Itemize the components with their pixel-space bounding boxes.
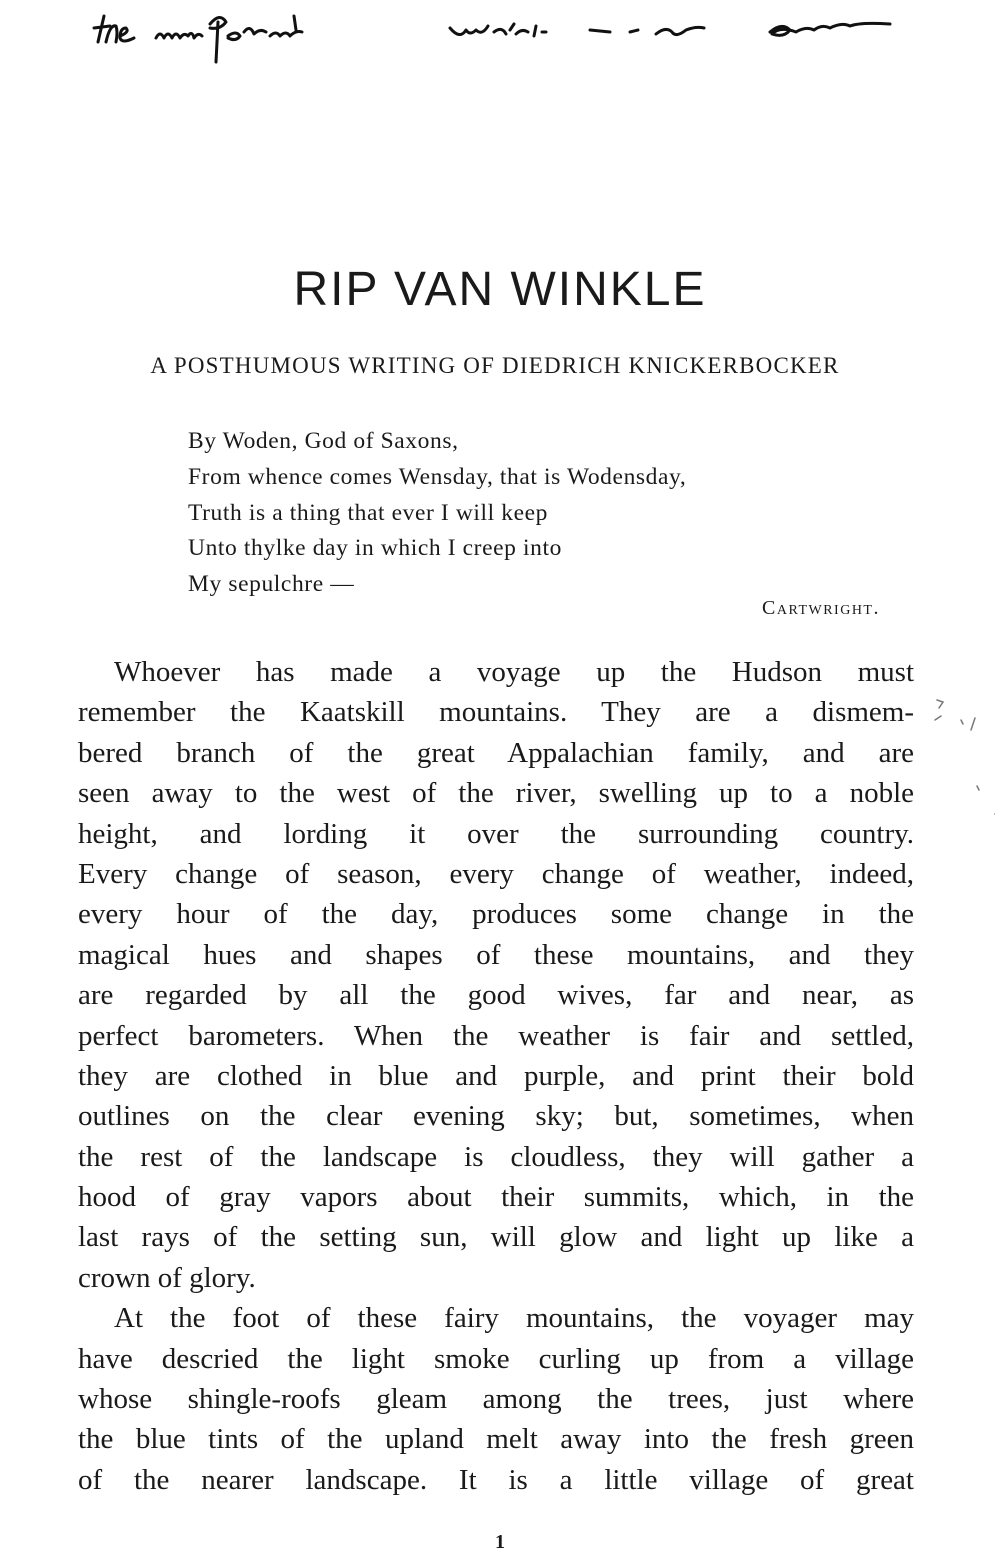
body-text (78, 652, 914, 1500)
epigraph-line: Unto thylke day in which I creep into (188, 535, 562, 562)
subtitle: A POSTHUMOUS WRITING OF DIEDRICH KNICKERBOCKER (150, 353, 840, 378)
margin-marks (925, 690, 995, 830)
page-title: RIP VAN WINKLE (293, 263, 707, 316)
handwritten-note (90, 2, 920, 72)
text-line: are regarded by all the good wives, far and near, as (78, 979, 914, 1012)
epigraph-line: From whence comes Wensday, that is Wodensday, (188, 463, 687, 490)
text-line: seen away to the west of the river, swelling up to a noble (78, 777, 914, 810)
epigraph (188, 424, 888, 603)
text-line: outlines on the clear evening sky; but, sometimes, when (78, 1100, 914, 1133)
text-line: last rays of the setting sun, will glow and light up like a (78, 1221, 914, 1254)
text-line: whose shingle-roofs gleam among the trees, just where (78, 1383, 914, 1416)
text-line: remember the Kaatskill mountains. They are a dismem- (78, 696, 914, 729)
text-line: magical hues and shapes of these mountains, and they (78, 938, 914, 971)
text-line: the rest of the landscape is cloudless, they will gather a (78, 1140, 914, 1173)
text-line: bered branch of the great Appalachian family, and are (78, 736, 914, 769)
text-line: Whoever has made a voyage up the Hudson must (114, 656, 914, 688)
text-line: Every change of season, every change of weather, indeed, (78, 857, 914, 890)
epigraph-line: Truth is a thing that ever I will keep (188, 499, 549, 526)
epigraph-line: My sepulchre — (188, 571, 355, 598)
text-line: they are clothed in blue and purple, and print their bold (78, 1059, 914, 1092)
text-line: perfect barometers. When the weather is fair and settled, (78, 1019, 914, 1052)
text-line: of the nearer landscape. It is a little village of great (78, 1463, 914, 1496)
text-line: crown of glory. (78, 1261, 256, 1294)
page-number: 1 (495, 1531, 505, 1553)
epigraph-attribution: Cartwright. (762, 597, 880, 619)
text-line: hood of gray vapors about their summits, which, in the (78, 1181, 914, 1214)
epigraph-line: By Woden, God of Saxons, (188, 428, 459, 454)
text-line: the blue tints of the upland melt away into the fresh green (78, 1423, 914, 1456)
svg-text:the important words are: the important words are (90, 70, 100, 71)
text-line: every hour of the day, produces some change in the (78, 898, 914, 931)
text-line: have descried the light smoke curling up from a village (78, 1342, 914, 1375)
text-line: At the foot of these fairy mountains, the voyager may (114, 1302, 914, 1335)
text-line: height, and lording it over the surrounding country. (78, 817, 914, 850)
